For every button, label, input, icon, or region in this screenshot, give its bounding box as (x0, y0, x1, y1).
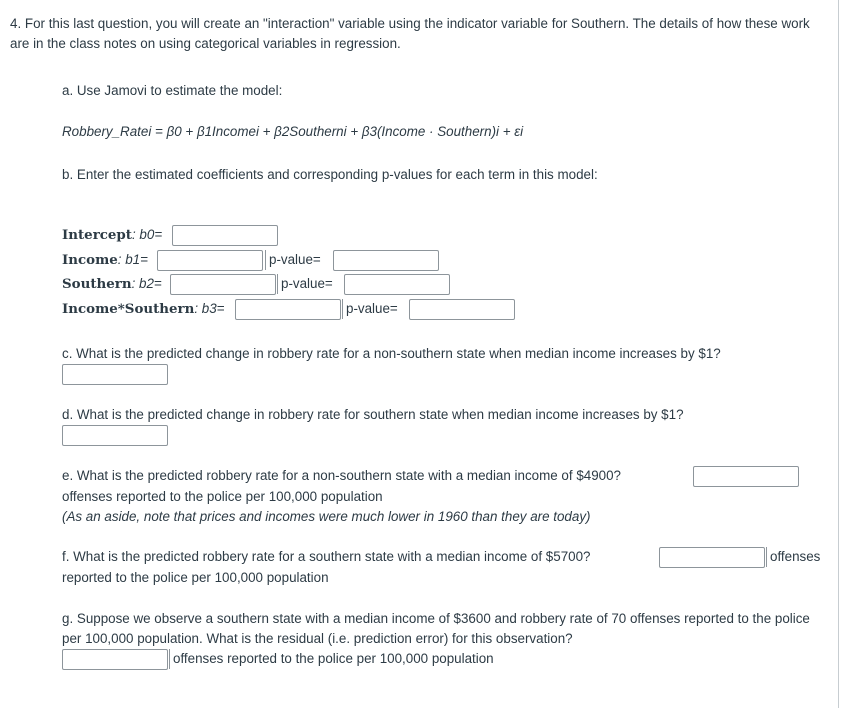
intercept-label: Intercept (62, 227, 132, 243)
southern-coef-label: : b2= (131, 276, 162, 291)
southern-pvalue-label: p-value= (277, 274, 333, 294)
southern-coef-input[interactable] (170, 274, 276, 295)
income-pvalue-input[interactable] (333, 250, 439, 271)
income-coef-label: : b1= (117, 252, 148, 267)
part-d-answer-input[interactable] (62, 425, 168, 446)
part-g-prompt: g. Suppose we observe a southern state with a median income of $3600 and robbery rate of 70 offenses reported to the police per 100,000 population. What is the residual (i.e. prediction error) for this observation? (62, 611, 810, 646)
part-b-prompt: b. Enter the estimated coefficients and corresponding p-values for each term in this model: (62, 167, 598, 182)
part-g-answer-input[interactable] (62, 649, 168, 670)
southern-row-label (62, 274, 162, 294)
income-row-label (62, 250, 148, 270)
part-c-answer-input[interactable] (62, 364, 168, 385)
part-a-prompt: a. Use Jamovi to estimate the model: (62, 83, 283, 98)
interaction-pvalue-input[interactable] (409, 299, 515, 320)
income-coef-input[interactable] (157, 250, 263, 271)
part-f-answer-input[interactable] (659, 547, 765, 568)
part-f-units-2: reported to the police per 100,000 population (62, 570, 329, 585)
southern-pvalue-input[interactable] (344, 274, 450, 295)
intercept-coef-label: : b0= (131, 227, 163, 242)
intercept-row-label (62, 225, 162, 245)
part-e-units: offenses reported to the police per 100,000 population (62, 489, 383, 504)
model-equation: Robbery_Ratei = β0 + β1Incomei + β2Southerni + β3(Income · Southern)i + εi (62, 124, 524, 139)
income-pvalue-label: p-value= (265, 250, 321, 270)
interaction-coef-input[interactable] (235, 299, 341, 320)
part-e-prompt: e. What is the predicted robbery rate for a non-southern state with a median income of $4900? (62, 468, 622, 483)
intercept-input[interactable] (172, 225, 278, 246)
question-intro: 4. For this last question, you will create an "interaction" variable using the indicator variable for Southern. The details of how these work are in the class notes on using categorical variables in regression. (10, 16, 810, 51)
interaction-row-label (62, 299, 225, 319)
part-e-answer-input[interactable] (693, 466, 799, 487)
part-f-prompt: f. What is the predicted robbery rate for a southern state with a median income of $5700? (62, 549, 591, 564)
part-f-units-1: offenses (766, 547, 820, 567)
interaction-label: Income*Southern (62, 301, 195, 317)
part-g-units: offenses reported to the police per 100,000 population (169, 649, 494, 669)
interaction-coef-label: : b3= (194, 301, 225, 316)
southern-label: Southern (62, 276, 132, 292)
part-e-aside: (As an aside, note that prices and incomes were much lower in 1960 than they are today) (62, 509, 591, 524)
page-right-border (838, 0, 839, 708)
part-c-prompt: c. What is the predicted change in robbery rate for a non-southern state when median income increases by $1? (62, 346, 721, 361)
interaction-pvalue-label: p-value= (342, 299, 398, 319)
part-d-prompt: d. What is the predicted change in robbery rate for southern state when median income increases by $1? (62, 407, 684, 422)
income-label: Income (62, 252, 118, 268)
